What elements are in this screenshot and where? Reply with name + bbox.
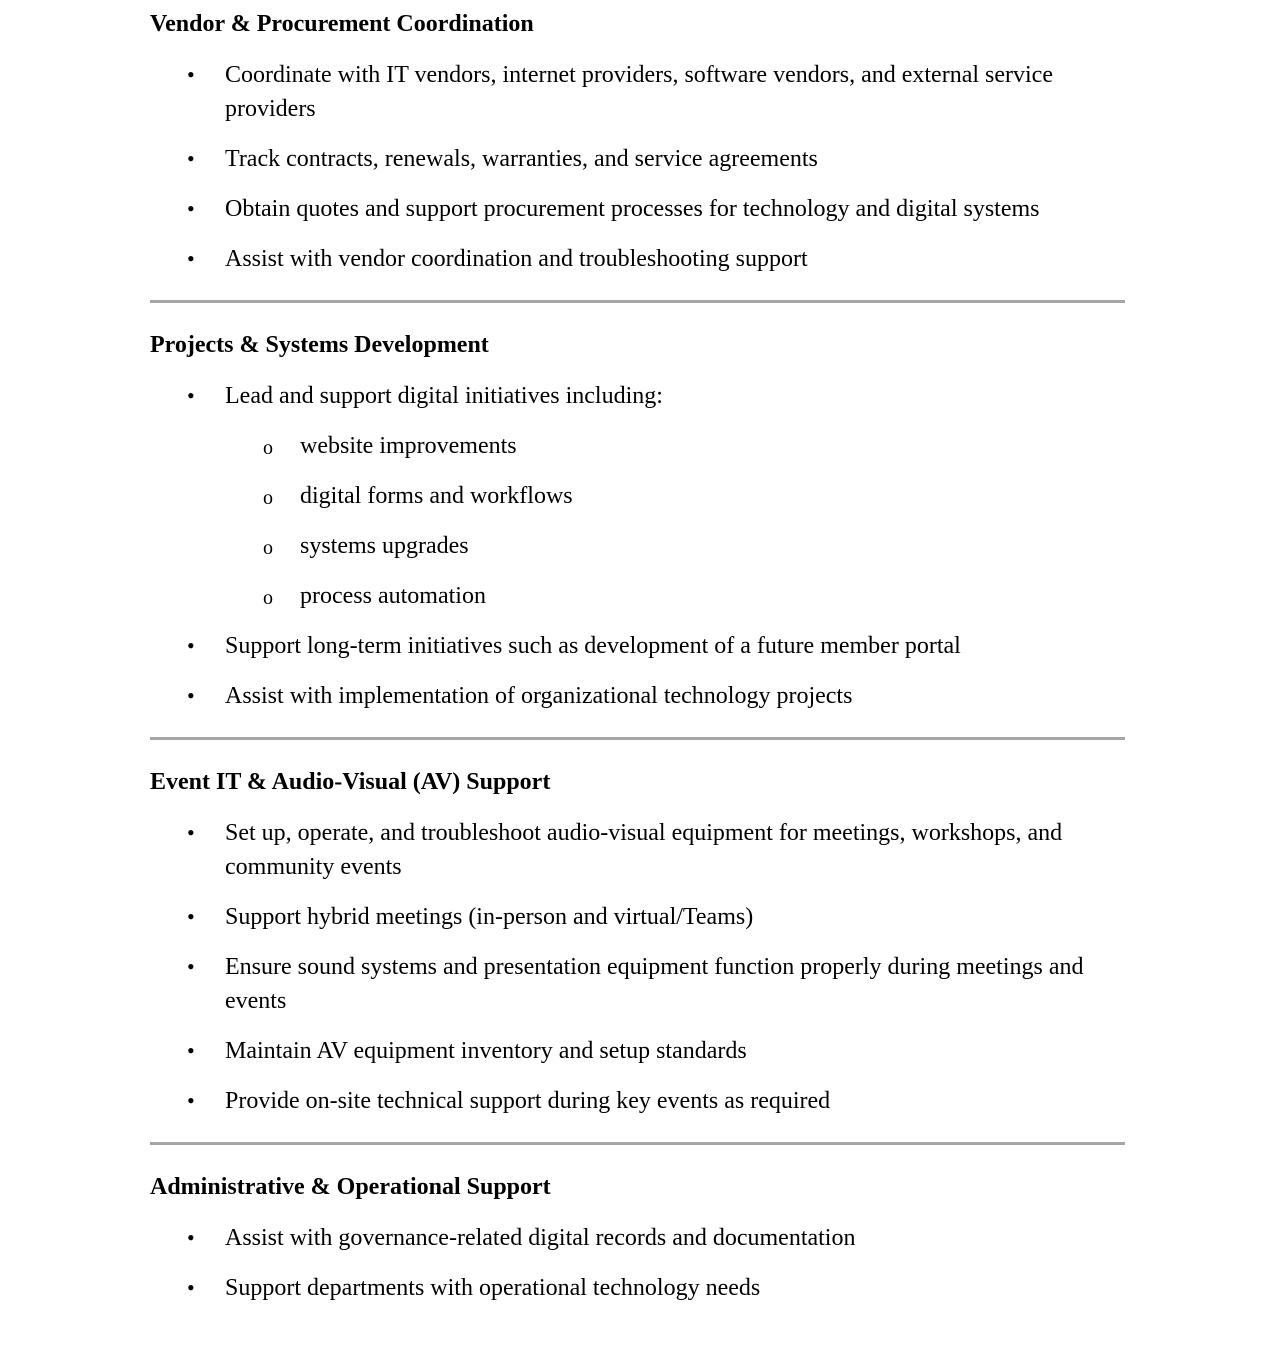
bullet-list (150, 816, 1125, 1118)
section-divider (150, 1142, 1125, 1145)
section-vendor-procurement (150, 8, 1125, 276)
section-title: Vendor & Procurement Coordination (150, 11, 534, 37)
list-item: • Obtain quotes and support procurement processes for technology and digital systems (150, 192, 1125, 226)
list-item: • Support departments with operational technology needs (150, 1271, 1125, 1305)
section-admin-operational (150, 1171, 1125, 1305)
bullet-list (150, 379, 1125, 713)
list-item (150, 379, 1125, 613)
list-item: • Assist with vendor coordination and troubleshooting support (150, 242, 1125, 276)
section-divider (150, 300, 1125, 303)
list-item: • Track contracts, renewals, warranties, and service agreements (150, 142, 1125, 176)
bullet-list (150, 1221, 1125, 1305)
section-title: Event IT & Audio-Visual (AV) Support (150, 769, 551, 795)
list-item: • Set up, operate, and troubleshoot audio-visual equipment for meetings, workshops, and community events (150, 816, 1125, 884)
section-event-av (150, 766, 1125, 1118)
list-item: • Assist with governance-related digital records and documentation (150, 1221, 1125, 1255)
sub-list-item: o systems upgrades (225, 529, 1125, 563)
list-item-text: Lead and support digital initiatives including: (225, 383, 663, 409)
document-page (150, 8, 1125, 1321)
bullet-list (150, 58, 1125, 276)
list-item: • Support long-term initiatives such as development of a future member portal (150, 629, 1125, 663)
sub-list-item: o digital forms and workflows (225, 479, 1125, 513)
list-item: • Coordinate with IT vendors, internet providers, software vendors, and external service providers (150, 58, 1125, 126)
list-item: • Ensure sound systems and presentation equipment function properly during meetings and events (150, 950, 1125, 1018)
section-title: Projects & Systems Development (150, 332, 489, 358)
list-item: • Support hybrid meetings (in-person and virtual/Teams) (150, 900, 1125, 934)
list-item: • Assist with implementation of organizational technology projects (150, 679, 1125, 713)
sub-list-item: o website improvements (225, 429, 1125, 463)
sub-list-item: o process automation (225, 579, 1125, 613)
sub-bullet-list (225, 429, 1125, 613)
list-item: • Maintain AV equipment inventory and setup standards (150, 1034, 1125, 1068)
section-title: Administrative & Operational Support (150, 1174, 551, 1200)
list-item: • Provide on-site technical support during key events as required (150, 1084, 1125, 1118)
section-projects-systems (150, 329, 1125, 713)
section-divider (150, 737, 1125, 740)
